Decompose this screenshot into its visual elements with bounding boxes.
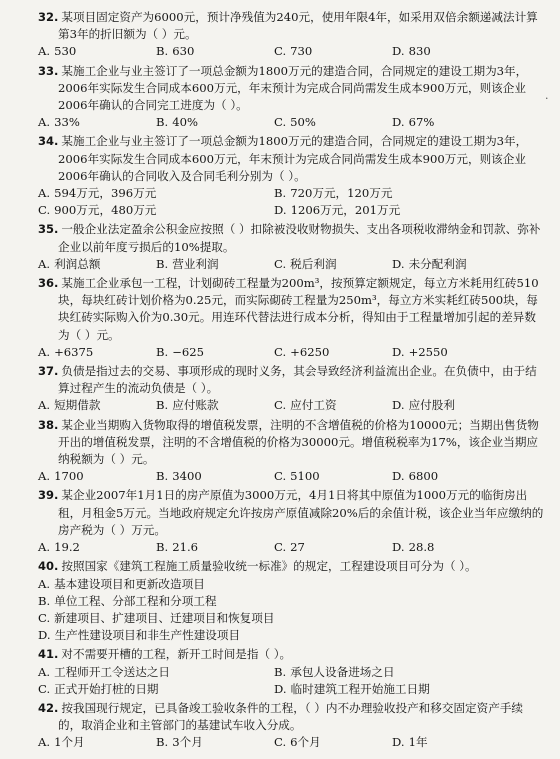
- option-d[interactable]: [392, 539, 510, 556]
- question-number: 34.: [38, 134, 59, 149]
- option-d[interactable]: [392, 397, 510, 414]
- option-text: −625: [172, 344, 205, 359]
- question-stem: [38, 133, 546, 185]
- option-d[interactable]: [392, 734, 510, 751]
- option-letter: C.: [274, 344, 287, 359]
- option-d[interactable]: [274, 681, 510, 698]
- option-d[interactable]: [38, 627, 510, 644]
- option-text: 27: [290, 540, 305, 555]
- option-text: 短期借款: [54, 398, 101, 413]
- question-number: 32.: [38, 10, 59, 24]
- question-34: [38, 133, 546, 219]
- option-a[interactable]: [38, 114, 156, 131]
- question-stem: [38, 417, 546, 469]
- option-letter: B.: [156, 44, 169, 59]
- option-letter: D.: [392, 256, 405, 271]
- option-letter: C.: [274, 469, 287, 484]
- option-letter: A.: [38, 344, 51, 359]
- option-d[interactable]: [392, 114, 510, 131]
- option-c[interactable]: [38, 681, 274, 698]
- question-text: 按我国现行规定，已具备竣工验收条件的工程，（ ）内不办理验收投产和移交固定资产手续的，取消企业和主管部门的基建试车收入分成。: [58, 700, 524, 733]
- option-letter: C.: [274, 735, 287, 750]
- option-letter: C.: [274, 256, 287, 271]
- options-list: [38, 185, 546, 219]
- option-text: 830: [408, 44, 431, 59]
- option-letter: D.: [392, 469, 405, 484]
- question-number: 35.: [38, 222, 59, 237]
- option-b[interactable]: [156, 256, 274, 273]
- option-letter: B.: [156, 735, 169, 750]
- option-c[interactable]: [274, 256, 392, 273]
- options-list: [38, 576, 546, 645]
- question-number: 42.: [38, 700, 59, 715]
- options-list: [38, 468, 546, 485]
- question-number: 38.: [38, 417, 59, 432]
- options-list: [38, 344, 546, 361]
- option-text: 工程师开工令送达之日: [54, 664, 171, 679]
- option-b[interactable]: [156, 344, 274, 361]
- question-stem: [38, 558, 546, 575]
- option-text: 33%: [54, 115, 80, 130]
- question-text: 一般企业法定盈余公积金应按照（ ）扣除被没收财物损失、支出各项税收滞纳金和罚款、弥补企业以前年度亏损后的10%提取。: [58, 222, 541, 254]
- option-text: 1700: [54, 469, 84, 484]
- question-stem: [38, 63, 546, 115]
- option-letter: A.: [38, 256, 51, 271]
- option-a[interactable]: [38, 256, 156, 273]
- options-list: [38, 43, 546, 60]
- option-text: 1年: [408, 735, 428, 750]
- question-33: [38, 63, 546, 132]
- option-d[interactable]: [392, 344, 510, 361]
- option-d[interactable]: [392, 256, 510, 273]
- option-text: 530: [54, 44, 77, 59]
- option-text: 生产性建设项目和非生产性建设项目: [54, 628, 241, 643]
- option-a[interactable]: [38, 539, 156, 556]
- option-b[interactable]: [156, 43, 274, 60]
- question-32: [38, 9, 546, 61]
- question-41: [38, 646, 546, 698]
- option-a[interactable]: [38, 734, 156, 751]
- options-list: [38, 664, 546, 698]
- option-letter: D.: [392, 398, 405, 413]
- option-letter: D.: [274, 203, 287, 218]
- option-b[interactable]: [274, 664, 510, 681]
- option-text: 720万元，120万元: [290, 186, 393, 201]
- question-stem: [38, 221, 546, 255]
- option-a[interactable]: [38, 468, 156, 485]
- question-text: 某企业当期购入货物取得的增值税发票，注明的不含增值税的价格为10000元；当期出售货物开出的增值税发票，注明的不含增值税的价格为30000元。增值税税率为17%，该企业当期应纳税额为（ ）元。: [58, 417, 539, 467]
- option-text: 3400: [172, 469, 202, 484]
- option-letter: A.: [38, 540, 51, 555]
- question-stem: [38, 9, 546, 43]
- option-text: 正式开始打桩的日期: [54, 681, 159, 696]
- option-text: 1个月: [54, 735, 85, 750]
- option-c[interactable]: [274, 43, 392, 60]
- option-letter: A.: [38, 469, 51, 484]
- option-a[interactable]: [38, 576, 510, 593]
- question-text: 某施工企业承包一工程，计划砌砖工程量为200m³，按预算定额规定，每立方米耗用红砖510块，每块红砖计划价格为0.25元，而实际砌砖工程量为250m³，每立方米实耗红砖500块，每块红砖实际购入价为0.30元。用连环代替法进行成本分析，得知由于工程量增加引起的差异数为（ ）元。: [58, 276, 539, 342]
- option-text: 40%: [172, 115, 198, 130]
- option-letter: C.: [274, 115, 287, 130]
- option-text: 730: [290, 44, 313, 59]
- option-text: 基本建设项目和更新改造项目: [54, 576, 205, 591]
- option-letter: B.: [156, 344, 169, 359]
- option-text: 应付工资: [290, 398, 337, 413]
- option-letter: B.: [274, 664, 287, 679]
- question-39: [38, 487, 546, 556]
- option-c[interactable]: [274, 344, 392, 361]
- question-number: 39.: [38, 488, 59, 503]
- option-text: 3个月: [172, 735, 203, 750]
- option-letter: B.: [156, 256, 169, 271]
- question-37: [38, 363, 546, 415]
- option-letter: C.: [274, 44, 287, 59]
- question-stem: [38, 700, 546, 734]
- option-letter: C.: [38, 203, 51, 218]
- option-text: +6250: [290, 344, 330, 359]
- option-d[interactable]: [274, 202, 510, 219]
- question-text: 某企业2007年1月1日的房产原值为3000万元，4月1日将其中原值为1000万元的临街房出租，月租金5万元。当地政府规定允许按房产原值减除20%后的余值计税，该企业当年应缴纳的房产税为（ ）万元。: [58, 488, 544, 537]
- question-text: 按照国家《建筑工程施工质量验收统一标准》的规定，工程建设项目可分为（ ）。: [61, 559, 477, 574]
- option-letter: B.: [156, 540, 169, 555]
- option-letter: B.: [156, 469, 169, 484]
- option-b[interactable]: [156, 539, 274, 556]
- question-stem: [38, 275, 546, 344]
- option-text: +6375: [54, 344, 94, 359]
- option-text: 900万元，480万元: [54, 203, 157, 218]
- option-letter: C.: [38, 681, 51, 696]
- option-text: 临时建筑工程开始施工日期: [290, 681, 430, 696]
- option-text: 利润总额: [54, 256, 101, 271]
- option-text: 1206万元，201万元: [290, 203, 401, 218]
- option-letter: A.: [38, 186, 51, 201]
- option-text: 应付股利: [408, 398, 455, 413]
- options-list: [38, 397, 546, 414]
- option-b[interactable]: [156, 397, 274, 414]
- option-text: 594万元，396万元: [54, 186, 157, 201]
- option-c[interactable]: [274, 734, 392, 751]
- option-text: 50%: [290, 115, 316, 130]
- option-letter: C.: [38, 610, 51, 625]
- option-d[interactable]: [392, 468, 510, 485]
- option-a[interactable]: [38, 344, 156, 361]
- question-number: 36.: [38, 276, 59, 291]
- option-letter: C.: [274, 398, 287, 413]
- question-text: 某施工企业与业主签订了一项总金额为1800万元的建造合同，合同规定的建设工期为3年，2006年实际发生合同成本600万元，年末预计为完成合同尚需发生成本900万元，则该企业2006年确认的合同收入及合同毛利分别为（ ）。: [58, 134, 528, 183]
- question-text: 负债是指过去的交易、事项形成的现时义务，其会导致经济利益流出企业。在负债中，由于结算过程产生的流动负债是（ ）。: [58, 364, 537, 396]
- option-b[interactable]: [156, 468, 274, 485]
- option-a[interactable]: [38, 185, 274, 202]
- scan-mark: ·: [545, 92, 549, 105]
- option-text: 630: [172, 44, 195, 59]
- option-b[interactable]: [38, 593, 510, 610]
- question-number: 33.: [38, 63, 59, 78]
- option-text: 21.6: [172, 540, 199, 555]
- option-letter: D.: [392, 344, 405, 359]
- option-text: 67%: [408, 115, 435, 130]
- option-text: 6个月: [290, 735, 321, 750]
- option-text: 应付账款: [172, 398, 219, 413]
- option-c[interactable]: [274, 468, 392, 485]
- question-text: 对不需要开槽的工程，新开工时间是指（ ）。: [61, 647, 292, 662]
- option-letter: D.: [392, 44, 405, 59]
- option-a[interactable]: [38, 664, 274, 681]
- option-b[interactable]: [274, 185, 510, 202]
- question-42: [38, 700, 546, 752]
- option-text: 19.2: [54, 540, 80, 555]
- option-letter: B.: [38, 593, 51, 608]
- option-letter: A.: [38, 664, 51, 679]
- question-36: [38, 275, 546, 361]
- option-text: 未分配利润: [408, 256, 467, 271]
- question-text: 某项目固定资产为6000元，预计净残值为240元，使用年限4年，如采用双倍余额递减法计算第3年的折旧额为（ ）元。: [58, 10, 538, 42]
- option-text: 28.8: [408, 540, 435, 555]
- option-letter: A.: [38, 576, 51, 591]
- option-d[interactable]: [392, 43, 510, 60]
- option-letter: A.: [38, 115, 51, 130]
- option-letter: D.: [392, 735, 405, 750]
- option-a[interactable]: [38, 43, 156, 60]
- option-letter: B.: [156, 115, 169, 130]
- option-letter: A.: [38, 398, 51, 413]
- option-letter: D.: [274, 681, 287, 696]
- question-38: [38, 417, 546, 486]
- option-letter: A.: [38, 735, 51, 750]
- option-text: +2550: [408, 344, 448, 359]
- option-letter: D.: [38, 628, 51, 643]
- option-letter: A.: [38, 44, 51, 59]
- option-letter: B.: [274, 186, 287, 201]
- options-list: [38, 256, 546, 273]
- question-number: 41.: [38, 647, 59, 662]
- option-c[interactable]: [274, 397, 392, 414]
- option-text: 6800: [408, 469, 439, 484]
- option-text: 5100: [290, 469, 320, 484]
- question-number: 37.: [38, 364, 59, 379]
- question-stem: [38, 646, 546, 663]
- question-40: [38, 558, 546, 644]
- question-text: 某施工企业与业主签订了一项总金额为1800万元的建造合同，合同规定的建设工期为3年，2006年实际发生合同成本600万元，年末预计为完成合同尚需发生成本900万元，则该企业2006年确认的合同完工进度为（ ）。: [58, 63, 528, 113]
- option-c[interactable]: [38, 202, 274, 219]
- option-letter: D.: [392, 540, 405, 555]
- options-list: [38, 734, 546, 751]
- option-letter: D.: [392, 115, 405, 130]
- question-stem: [38, 363, 546, 397]
- option-b[interactable]: [156, 734, 274, 751]
- option-letter: C.: [274, 540, 287, 555]
- options-list: [38, 114, 546, 131]
- option-text: 单位工程、分部工程和分项工程: [54, 593, 217, 608]
- option-c[interactable]: [274, 114, 392, 131]
- option-letter: B.: [156, 398, 169, 413]
- option-text: 承包人设备进场之日: [290, 664, 395, 679]
- option-a[interactable]: [38, 397, 156, 414]
- option-text: 税后利润: [290, 256, 337, 271]
- option-b[interactable]: [156, 114, 274, 131]
- question-35: [38, 221, 546, 273]
- option-c[interactable]: [38, 610, 510, 627]
- option-text: 营业利润: [172, 256, 219, 271]
- options-list: [38, 539, 546, 556]
- question-number: 40.: [38, 559, 59, 574]
- question-stem: [38, 487, 546, 539]
- option-c[interactable]: [274, 539, 392, 556]
- option-text: 新建项目、扩建项目、迁建项目和恢复项目: [54, 610, 275, 625]
